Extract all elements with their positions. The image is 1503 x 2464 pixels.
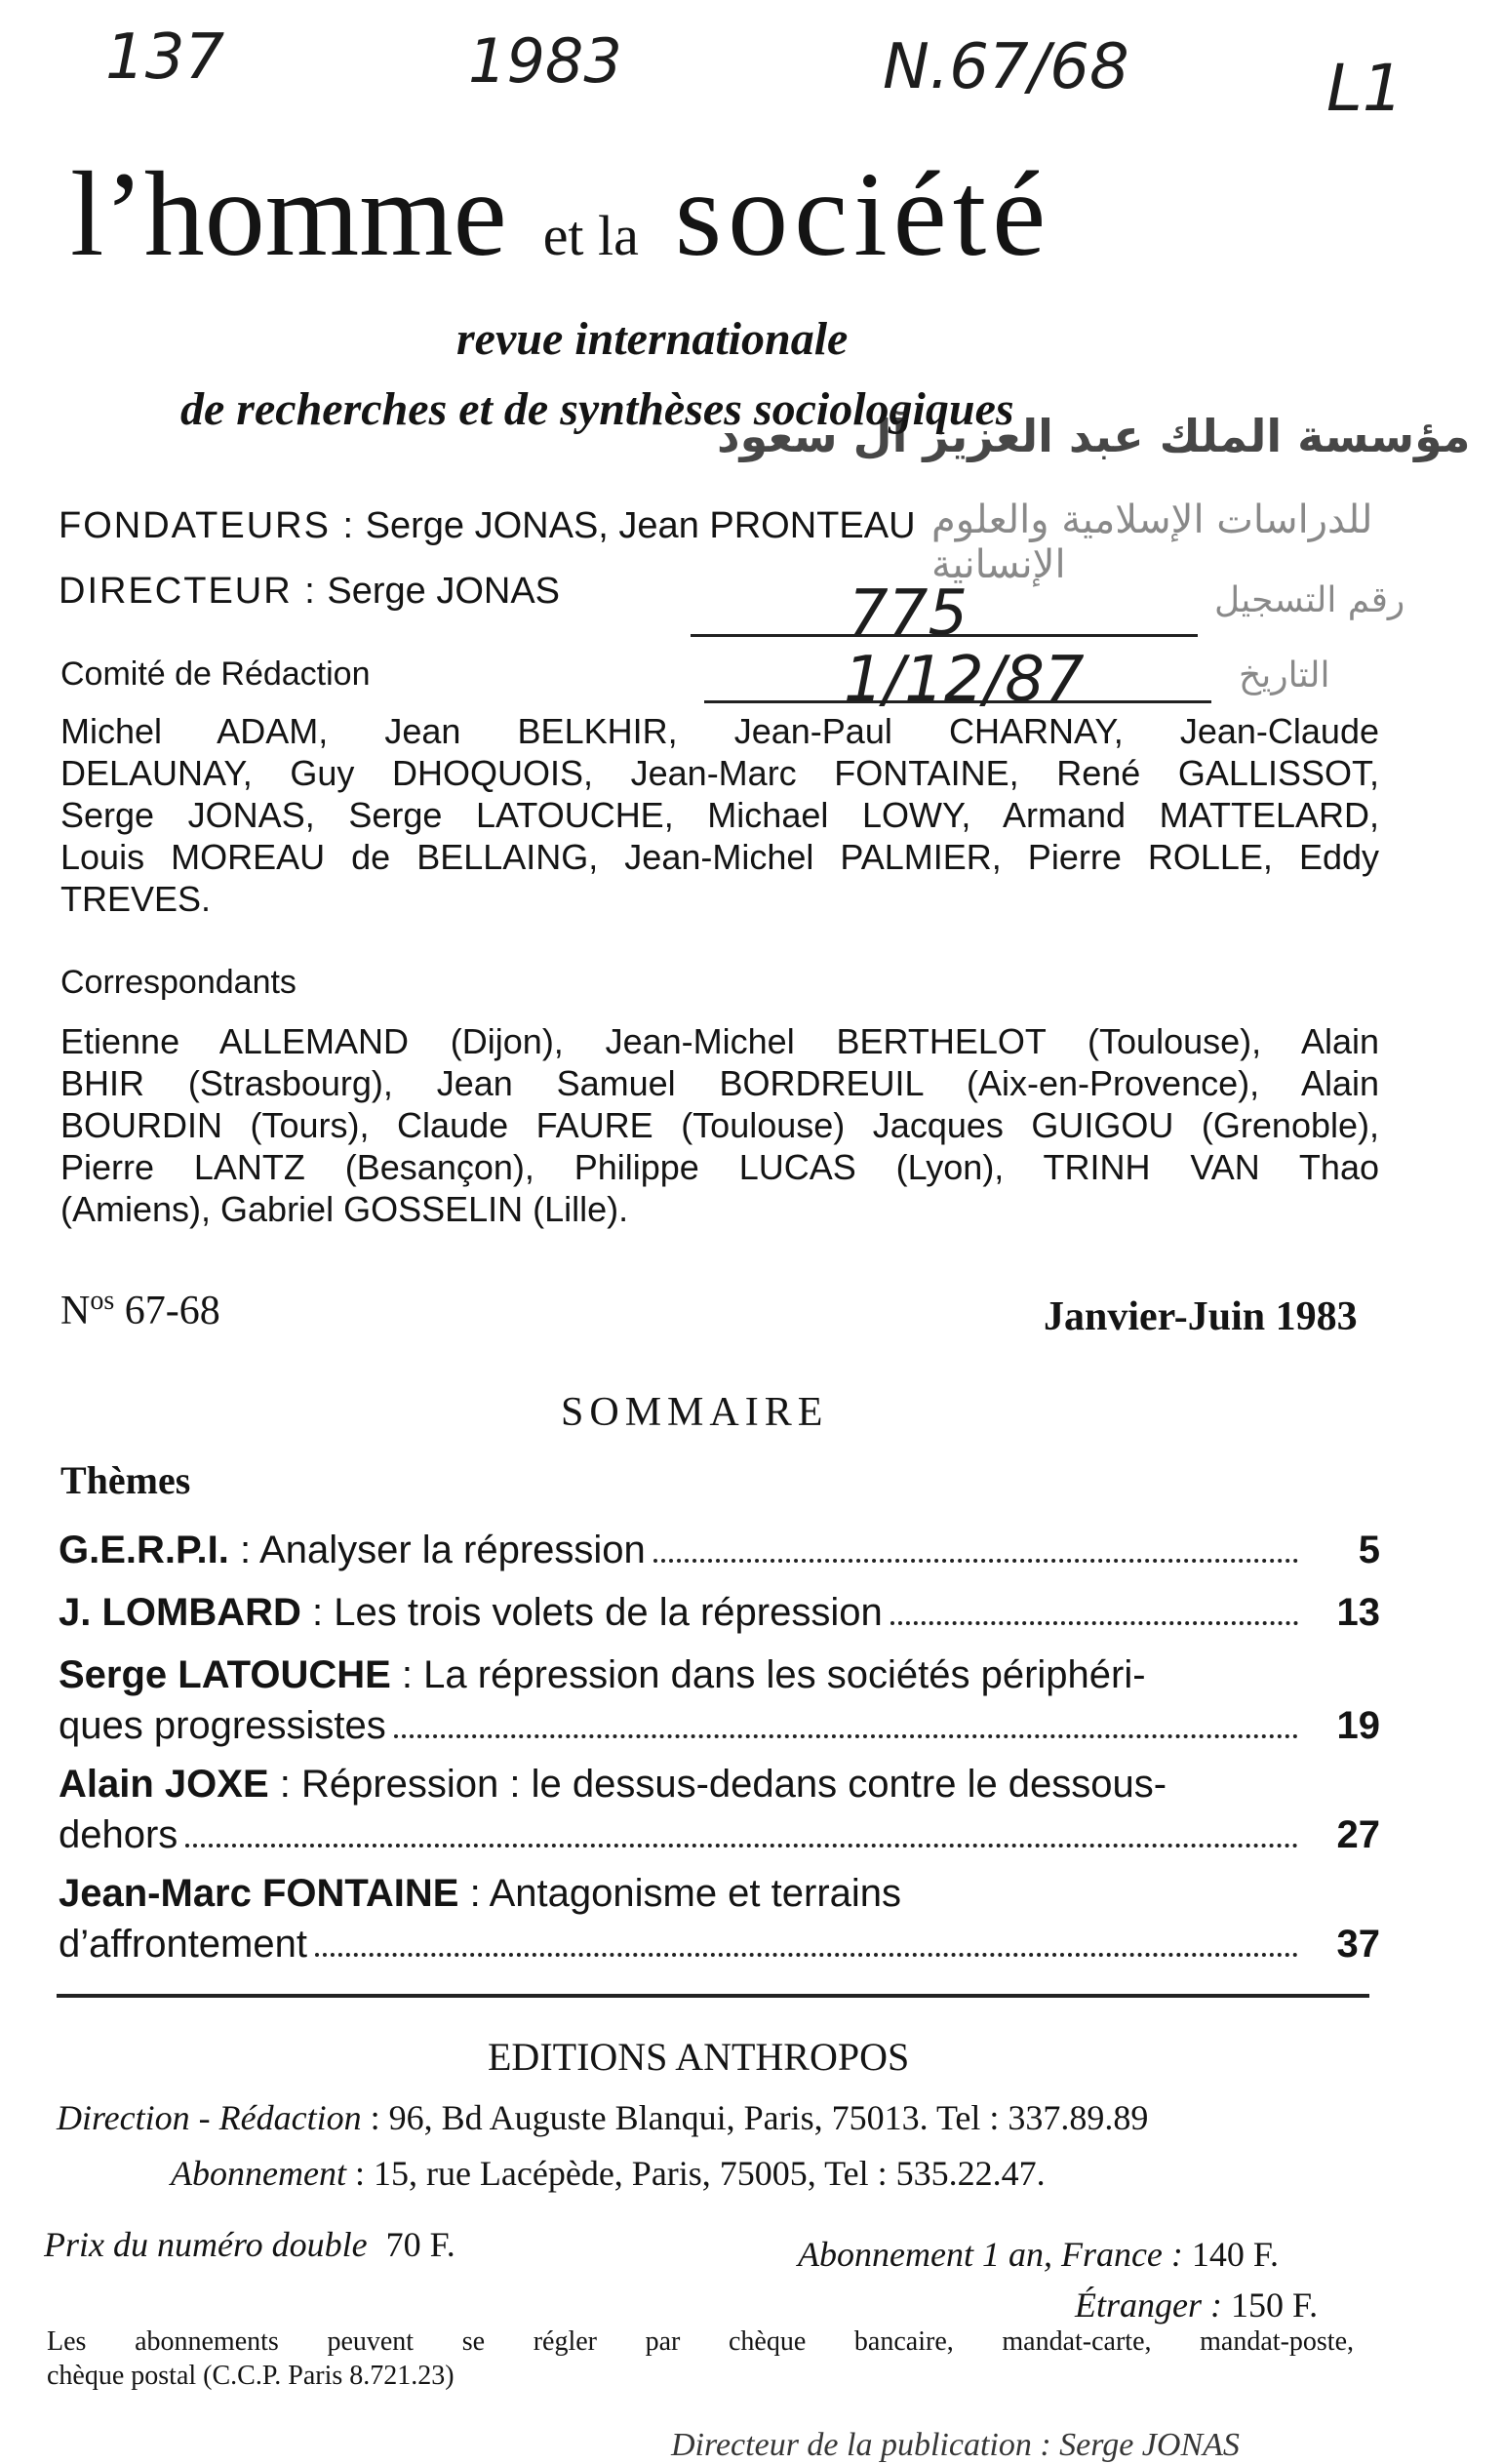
direction-line: Direction - Rédaction : 96, Bd Auguste Blanqui, Paris, 75013. Tel : 337.89.89 [57,2098,1149,2137]
contents-heading: SOMMAIRE [561,1390,829,1435]
handwritten-year: 1983 [468,25,622,97]
entry-author: J. LOMBARD [59,1591,301,1634]
entry-author: Alain JOXE [59,1763,269,1806]
correspondent-line: Pierre LANTZ (Besançon), Philippe LUCAS (Lyon), TRINH VAN Thao [60,1147,1379,1187]
subscription-line: Abonnement : 15, rue Lacépède, Paris, 75005, Tel : 535.22.47. [171,2154,1046,2193]
contents-entry [59,1756,1380,1857]
contents-section: Thèmes [60,1458,191,1502]
stamp-arabic-line-1: مؤسسة الملك عبد العزيز آل سعود [717,410,1471,462]
entry-title-continued: ques progressistes [59,1704,386,1747]
committee-line: TREVES. [60,879,212,919]
subtitle-line-1: revue internationale [456,313,849,365]
leader-dots [394,1734,1298,1738]
entry-title: : Analyser la répression [228,1529,646,1571]
correspondents-heading: Correspondants [60,964,297,1001]
founders-line: FONDATEURS : Serge JONAS, Jean PRONTEAU [59,505,916,546]
stamp-label-date: التاريخ [1239,656,1330,695]
committee-members [60,710,1379,920]
publisher-name: EDITIONS ANTHROPOS [488,2035,910,2079]
handwritten-number: 137 [105,21,225,94]
correspondents-members [60,1020,1379,1230]
subscription-france-line: Abonnement 1 an, France : 140 F. [798,2235,1280,2274]
entry-title: : La répression dans les sociétés périphéri- [390,1653,1146,1696]
stamp-reg-number: 775 [849,577,969,650]
entry-author: Serge LATOUCHE [59,1653,391,1696]
leader-dots [890,1621,1298,1625]
stamp-label-reg: رقم التسجيل [1214,580,1405,620]
issue-date: Janvier-Juin 1983 [1044,1294,1358,1339]
correspondent-line: BHIR (Strasbourg), Jean Samuel BORDREUIL (Aix-en-Provence), Alain [60,1063,1379,1103]
committee-heading: Comité de Rédaction [60,656,371,693]
entry-title: : Répression : le dessus-dedans contre le dessous- [268,1763,1167,1806]
leader-dots [653,1559,1298,1563]
director-line: DIRECTEUR : Serge JONAS [59,571,561,612]
entry-page: 19 [1336,1704,1380,1747]
handwritten-mark: L1 [1326,51,1404,126]
committee-line: Michel ADAM, Jean BELKHIR, Jean-Paul CHARNAY, Jean-Claude [60,711,1379,751]
contents-entry [59,1522,1380,1572]
journal-title: l’homme et la société [70,147,1052,281]
entry-title-continued: d’affrontement [59,1923,307,1966]
committee-line: Serge JONAS, Serge LATOUCHE, Michael LOWY, Armand MATTELARD, [60,795,1379,835]
handwritten-issue: N.67/68 [883,31,1129,103]
entry-author: G.E.R.P.I. [59,1529,229,1571]
entry-title-continued: dehors [59,1813,178,1856]
payment-line-2: chèque postal (C.C.P. Paris 8.721.23) [47,2361,455,2391]
committee-line: Louis MOREAU de BELLAING, Jean-Michel PALMIER, Pierre ROLLE, Eddy [60,837,1379,877]
publication-director: Directeur de la publication : Serge JONAS [671,2427,1240,2463]
entry-title: : Antagonisme et terrains [458,1872,902,1915]
leader-dots [315,1953,1298,1957]
correspondent-line: Etienne ALLEMAND (Dijon), Jean-Michel BERTHELOT (Toulouse), Alain [60,1021,1379,1061]
entry-page: 13 [1336,1591,1380,1634]
entry-page: 37 [1336,1923,1380,1966]
correspondent-line: BOURDIN (Tours), Claude FAURE (Toulouse) Jacques GUIGOU (Grenoble), [60,1105,1379,1145]
divider [57,1994,1369,1998]
payment-line-1: Les abonnements peuvent se régler par chèque bancaire, mandat-carte, mandat-poste, [47,2326,1354,2357]
entry-page: 27 [1336,1813,1380,1856]
contents-entry [59,1865,1380,1967]
entry-title: : Les trois volets de la répression [300,1591,883,1634]
stamp-arabic-line-2: للدراسات الإسلامية والعلوم الإنسانية [931,497,1373,587]
correspondent-line: (Amiens), Gabriel GOSSELIN (Lille). [60,1189,629,1229]
entry-page: 5 [1358,1529,1380,1571]
price-line: Prix du numéro double 70 F. [44,2225,455,2264]
entry-author: Jean-Marc FONTAINE [59,1872,459,1915]
subscription-abroad-line: Étranger : 150 F. [1075,2285,1319,2325]
stamp-date-value: 1/12/87 [844,644,1085,716]
contents-entry [59,1647,1380,1748]
leader-dots [185,1844,1298,1848]
issue-numbers: $N^{os}$ 67-68 [60,1286,220,1333]
committee-line: DELAUNAY, Guy DHOQUOIS, Jean-Marc FONTAINE, René GALLISSOT, [60,753,1379,793]
contents-entry [59,1584,1380,1635]
subtitle-line-2: de recherches et de synthèses sociologiques [180,383,1014,435]
